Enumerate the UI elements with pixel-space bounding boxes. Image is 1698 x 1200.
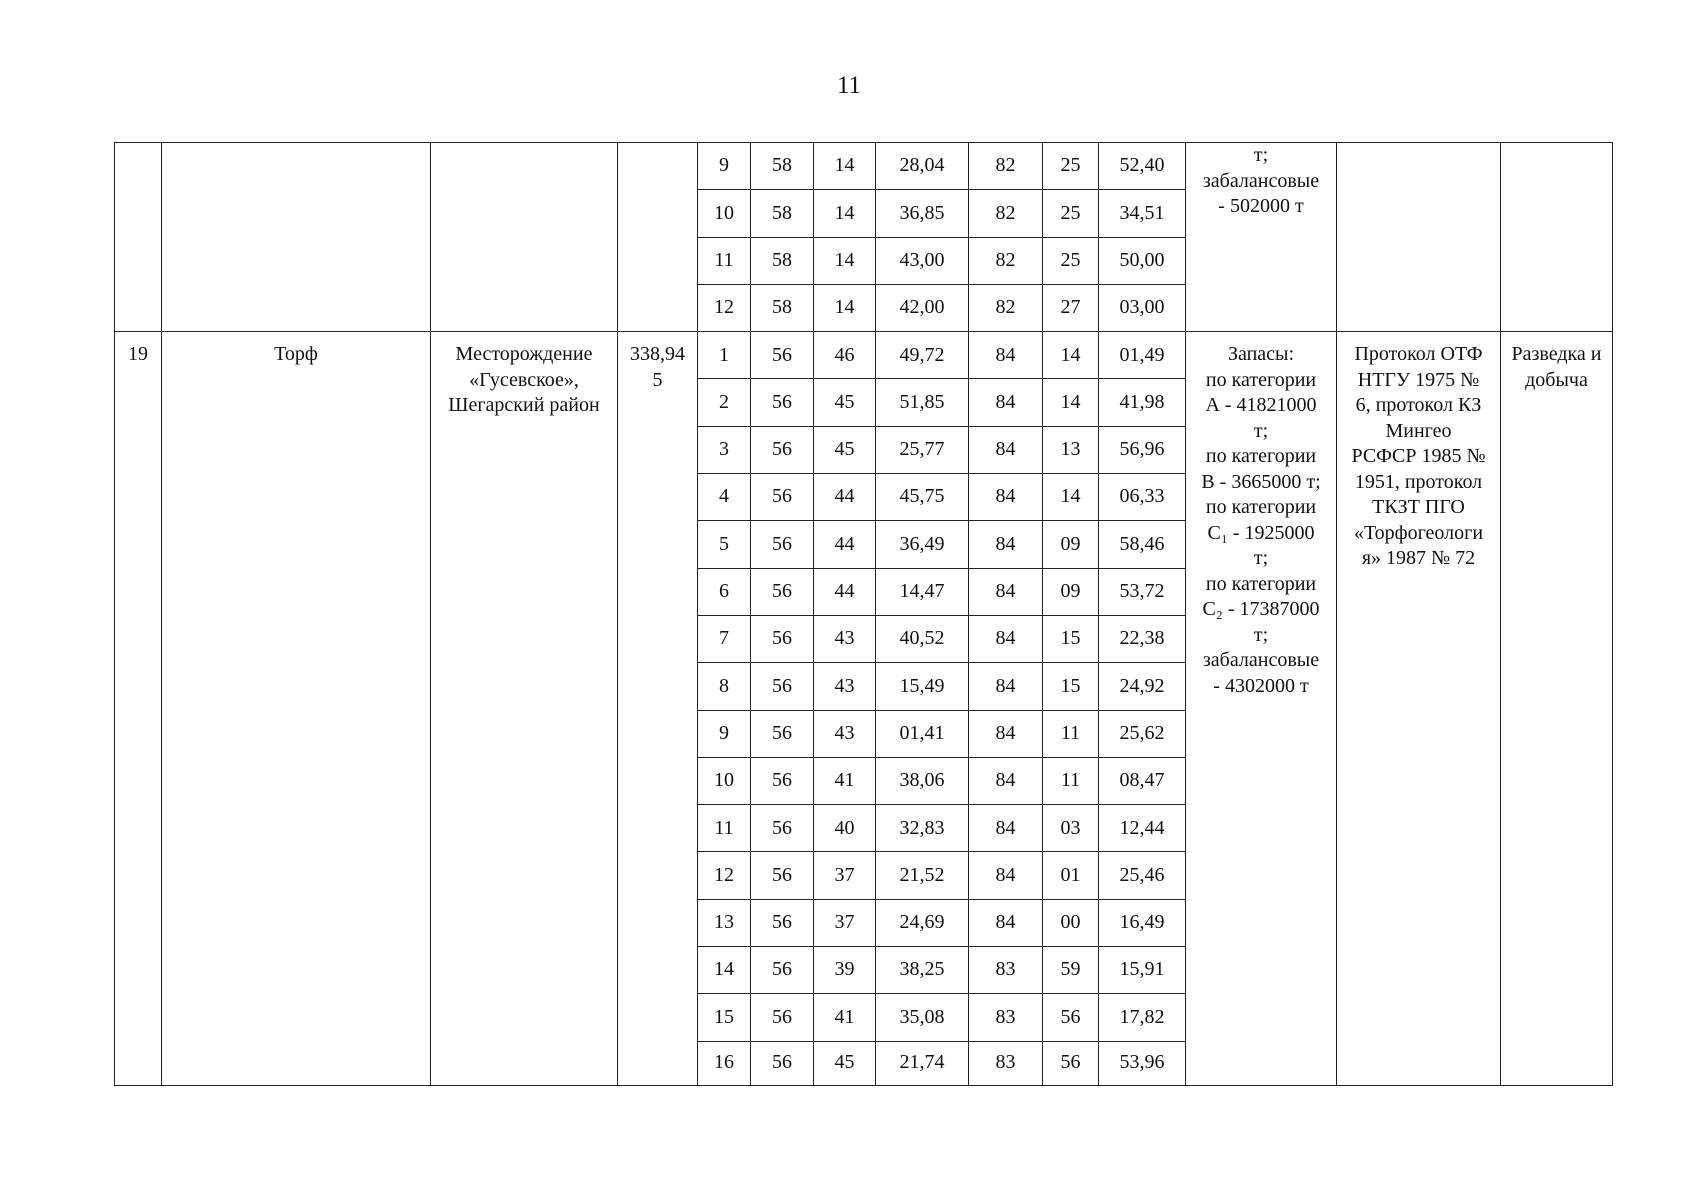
latitude-degrees: 56 xyxy=(751,332,814,379)
point-number: 15 xyxy=(698,994,751,1041)
latitude-seconds: 38,25 xyxy=(876,947,969,994)
longitude-degrees: 82 xyxy=(969,284,1043,331)
latitude-seconds: 21,52 xyxy=(876,852,969,899)
latitude-degrees: 56 xyxy=(751,379,814,426)
latitude-minutes: 41 xyxy=(814,994,876,1041)
protocol-line: Протокол ОТФ xyxy=(1354,343,1483,366)
latitude-degrees: 56 xyxy=(751,994,814,1041)
point-number: 8 xyxy=(698,663,751,710)
longitude-minutes: 27 xyxy=(1043,284,1099,331)
reserves-line: - 502000 т xyxy=(1218,195,1304,217)
longitude-seconds: 56,96 xyxy=(1099,426,1186,473)
latitude-minutes: 14 xyxy=(814,190,876,237)
latitude-seconds: 36,49 xyxy=(876,521,969,568)
point-number: 9 xyxy=(698,143,751,190)
latitude-minutes: 14 xyxy=(814,143,876,190)
deposit-cell-empty xyxy=(431,143,618,332)
protocol-line: 6, протокол КЗ xyxy=(1355,394,1482,417)
longitude-minutes: 01 xyxy=(1043,852,1099,899)
protocol-line: Мингео xyxy=(1385,419,1452,442)
latitude-seconds: 40,52 xyxy=(876,615,969,662)
latitude-degrees: 58 xyxy=(751,190,814,237)
deposit-cell xyxy=(431,332,618,1085)
longitude-minutes: 14 xyxy=(1043,379,1099,426)
latitude-degrees: 56 xyxy=(751,947,814,994)
latitude-minutes: 44 xyxy=(814,521,876,568)
latitude-degrees: 58 xyxy=(751,237,814,284)
purpose-line: добыча xyxy=(1525,368,1588,391)
point-number: 3 xyxy=(698,426,751,473)
reserves-line: по категории xyxy=(1205,368,1317,391)
latitude-degrees: 56 xyxy=(751,615,814,662)
latitude-minutes: 43 xyxy=(814,615,876,662)
reserves-line: т; xyxy=(1253,419,1269,442)
longitude-minutes: 14 xyxy=(1043,474,1099,521)
longitude-minutes: 15 xyxy=(1043,663,1099,710)
latitude-seconds: 45,75 xyxy=(876,474,969,521)
deposit-line: «Гусевское», xyxy=(469,368,579,391)
entry-number: 19 xyxy=(115,332,162,1085)
point-number: 13 xyxy=(698,899,751,946)
longitude-degrees: 84 xyxy=(969,332,1043,379)
longitude-degrees: 84 xyxy=(969,474,1043,521)
latitude-degrees: 56 xyxy=(751,474,814,521)
reserves-line: А - 41821000 xyxy=(1205,394,1317,417)
latitude-seconds: 32,83 xyxy=(876,805,969,852)
table-row xyxy=(115,143,1613,190)
purpose-cell-empty xyxy=(1501,143,1613,332)
latitude-minutes: 40 xyxy=(814,805,876,852)
longitude-degrees: 84 xyxy=(969,379,1043,426)
longitude-seconds: 08,47 xyxy=(1099,757,1186,804)
point-number: 11 xyxy=(698,237,751,284)
point-number: 14 xyxy=(698,947,751,994)
latitude-minutes: 45 xyxy=(814,1041,876,1085)
point-number: 12 xyxy=(698,852,751,899)
latitude-seconds: 49,72 xyxy=(876,332,969,379)
longitude-seconds: 41,98 xyxy=(1099,379,1186,426)
reserves-line: Запасы: xyxy=(1227,343,1295,366)
protocol-cell xyxy=(1337,332,1501,1085)
longitude-seconds: 50,00 xyxy=(1099,237,1186,284)
longitude-minutes: 09 xyxy=(1043,521,1099,568)
longitude-degrees: 83 xyxy=(969,994,1043,1041)
longitude-minutes: 56 xyxy=(1043,994,1099,1041)
longitude-minutes: 00 xyxy=(1043,899,1099,946)
longitude-seconds: 53,96 xyxy=(1099,1041,1186,1085)
latitude-minutes: 44 xyxy=(814,474,876,521)
latitude-minutes: 37 xyxy=(814,899,876,946)
reserves-line: т; xyxy=(1253,623,1269,646)
protocol-line: НТГУ 1975 № xyxy=(1357,368,1480,391)
longitude-degrees: 83 xyxy=(969,947,1043,994)
latitude-degrees: 56 xyxy=(751,1041,814,1085)
latitude-minutes: 43 xyxy=(814,710,876,757)
latitude-degrees: 56 xyxy=(751,852,814,899)
point-number: 12 xyxy=(698,284,751,331)
subsoil-registry-table xyxy=(114,142,1613,1086)
latitude-minutes: 45 xyxy=(814,379,876,426)
reserves-line: т; xyxy=(1253,144,1269,166)
protocol-line: РСФСР 1985 № xyxy=(1351,445,1486,468)
longitude-seconds: 03,00 xyxy=(1099,284,1186,331)
longitude-seconds: 06,33 xyxy=(1099,474,1186,521)
protocol-line: 1951, протокол xyxy=(1354,470,1483,493)
longitude-seconds: 53,72 xyxy=(1099,568,1186,615)
longitude-degrees: 84 xyxy=(969,426,1043,473)
latitude-minutes: 37 xyxy=(814,852,876,899)
longitude-seconds: 52,40 xyxy=(1099,143,1186,190)
latitude-minutes: 44 xyxy=(814,568,876,615)
longitude-degrees: 83 xyxy=(969,1041,1043,1085)
latitude-seconds: 01,41 xyxy=(876,710,969,757)
protocol-line: я» 1987 № 72 xyxy=(1361,547,1476,570)
point-number: 16 xyxy=(698,1041,751,1085)
latitude-minutes: 14 xyxy=(814,284,876,331)
longitude-seconds: 25,62 xyxy=(1099,710,1186,757)
longitude-seconds: 12,44 xyxy=(1099,805,1186,852)
reserves-cell xyxy=(1186,332,1337,1085)
longitude-minutes: 25 xyxy=(1043,190,1099,237)
latitude-seconds: 51,85 xyxy=(876,379,969,426)
mineral-name: Торф xyxy=(162,332,431,1085)
latitude-minutes: 43 xyxy=(814,663,876,710)
latitude-seconds: 25,77 xyxy=(876,426,969,473)
longitude-seconds: 34,51 xyxy=(1099,190,1186,237)
reserves-line: по категории xyxy=(1205,445,1317,468)
area-line: 338,94 xyxy=(630,343,685,366)
longitude-minutes: 11 xyxy=(1043,757,1099,804)
protocol-line: ТКЗТ ПГО xyxy=(1372,496,1465,519)
area-cell xyxy=(618,332,698,1085)
latitude-seconds: 24,69 xyxy=(876,899,969,946)
longitude-degrees: 84 xyxy=(969,757,1043,804)
longitude-degrees: 84 xyxy=(969,663,1043,710)
longitude-degrees: 84 xyxy=(969,899,1043,946)
reserves-line: С₂ - 17387000 xyxy=(1202,598,1320,621)
latitude-degrees: 56 xyxy=(751,663,814,710)
latitude-degrees: 56 xyxy=(751,805,814,852)
longitude-degrees: 84 xyxy=(969,852,1043,899)
point-number: 1 xyxy=(698,332,751,379)
longitude-seconds: 16,49 xyxy=(1099,899,1186,946)
latitude-seconds: 14,47 xyxy=(876,568,969,615)
longitude-seconds: 58,46 xyxy=(1099,521,1186,568)
longitude-degrees: 84 xyxy=(969,805,1043,852)
longitude-degrees: 82 xyxy=(969,190,1043,237)
latitude-seconds: 38,06 xyxy=(876,757,969,804)
number-cell-empty xyxy=(115,143,162,332)
longitude-seconds: 22,38 xyxy=(1099,615,1186,662)
latitude-degrees: 56 xyxy=(751,757,814,804)
latitude-minutes: 41 xyxy=(814,757,876,804)
latitude-seconds: 42,00 xyxy=(876,284,969,331)
reserves-line: С₁ - 1925000 xyxy=(1207,521,1315,544)
longitude-seconds: 24,92 xyxy=(1099,663,1186,710)
longitude-degrees: 84 xyxy=(969,710,1043,757)
purpose-line: Разведка и xyxy=(1511,343,1602,366)
reserves-line: забалансовые xyxy=(1202,169,1320,192)
longitude-minutes: 59 xyxy=(1043,947,1099,994)
longitude-seconds: 15,91 xyxy=(1099,947,1186,994)
longitude-degrees: 82 xyxy=(969,143,1043,190)
latitude-degrees: 58 xyxy=(751,143,814,190)
reserves-line: по категории xyxy=(1205,572,1317,595)
longitude-minutes: 25 xyxy=(1043,237,1099,284)
latitude-minutes: 14 xyxy=(814,237,876,284)
longitude-minutes: 13 xyxy=(1043,426,1099,473)
latitude-seconds: 35,08 xyxy=(876,994,969,1041)
latitude-seconds: 28,04 xyxy=(876,143,969,190)
longitude-minutes: 15 xyxy=(1043,615,1099,662)
longitude-seconds: 01,49 xyxy=(1099,332,1186,379)
longitude-degrees: 84 xyxy=(969,521,1043,568)
point-number: 9 xyxy=(698,710,751,757)
latitude-minutes: 46 xyxy=(814,332,876,379)
protocol-cell-empty xyxy=(1337,143,1501,332)
longitude-minutes: 56 xyxy=(1043,1041,1099,1085)
reserves-line: В - 3665000 т; xyxy=(1201,470,1321,493)
area-cell-empty xyxy=(618,143,698,332)
point-number: 10 xyxy=(698,757,751,804)
latitude-seconds: 43,00 xyxy=(876,237,969,284)
point-number: 5 xyxy=(698,521,751,568)
point-number: 7 xyxy=(698,615,751,662)
latitude-degrees: 56 xyxy=(751,426,814,473)
page-number: 11 xyxy=(836,72,862,99)
latitude-seconds: 36,85 xyxy=(876,190,969,237)
deposit-line: Шегарский район xyxy=(448,394,600,417)
longitude-minutes: 03 xyxy=(1043,805,1099,852)
area-line: 5 xyxy=(652,368,663,391)
longitude-degrees: 84 xyxy=(969,568,1043,615)
latitude-degrees: 56 xyxy=(751,521,814,568)
point-number: 11 xyxy=(698,805,751,852)
point-number: 4 xyxy=(698,474,751,521)
point-number: 6 xyxy=(698,568,751,615)
protocol-line: «Торфогеологи xyxy=(1353,521,1484,544)
longitude-minutes: 11 xyxy=(1043,710,1099,757)
latitude-minutes: 45 xyxy=(814,426,876,473)
reserves-line: забалансовые xyxy=(1202,649,1320,672)
table-row xyxy=(115,332,1613,379)
longitude-degrees: 82 xyxy=(969,237,1043,284)
longitude-minutes: 09 xyxy=(1043,568,1099,615)
mineral-cell-empty xyxy=(162,143,431,332)
latitude-seconds: 21,74 xyxy=(876,1041,969,1085)
reserves-line: - 4302000 т xyxy=(1213,674,1309,697)
latitude-degrees: 56 xyxy=(751,710,814,757)
latitude-degrees: 56 xyxy=(751,568,814,615)
reserves-line: по категории xyxy=(1205,496,1317,519)
longitude-minutes: 25 xyxy=(1043,143,1099,190)
longitude-degrees: 84 xyxy=(969,615,1043,662)
longitude-minutes: 14 xyxy=(1043,332,1099,379)
reserves-cell xyxy=(1186,143,1337,332)
latitude-minutes: 39 xyxy=(814,947,876,994)
latitude-degrees: 58 xyxy=(751,284,814,331)
longitude-seconds: 17,82 xyxy=(1099,994,1186,1041)
latitude-degrees: 56 xyxy=(751,899,814,946)
deposit-line: Месторождение xyxy=(455,343,593,366)
latitude-seconds: 15,49 xyxy=(876,663,969,710)
point-number: 10 xyxy=(698,190,751,237)
purpose-cell xyxy=(1501,332,1613,1085)
longitude-seconds: 25,46 xyxy=(1099,852,1186,899)
reserves-line: т; xyxy=(1253,547,1269,570)
point-number: 2 xyxy=(698,379,751,426)
